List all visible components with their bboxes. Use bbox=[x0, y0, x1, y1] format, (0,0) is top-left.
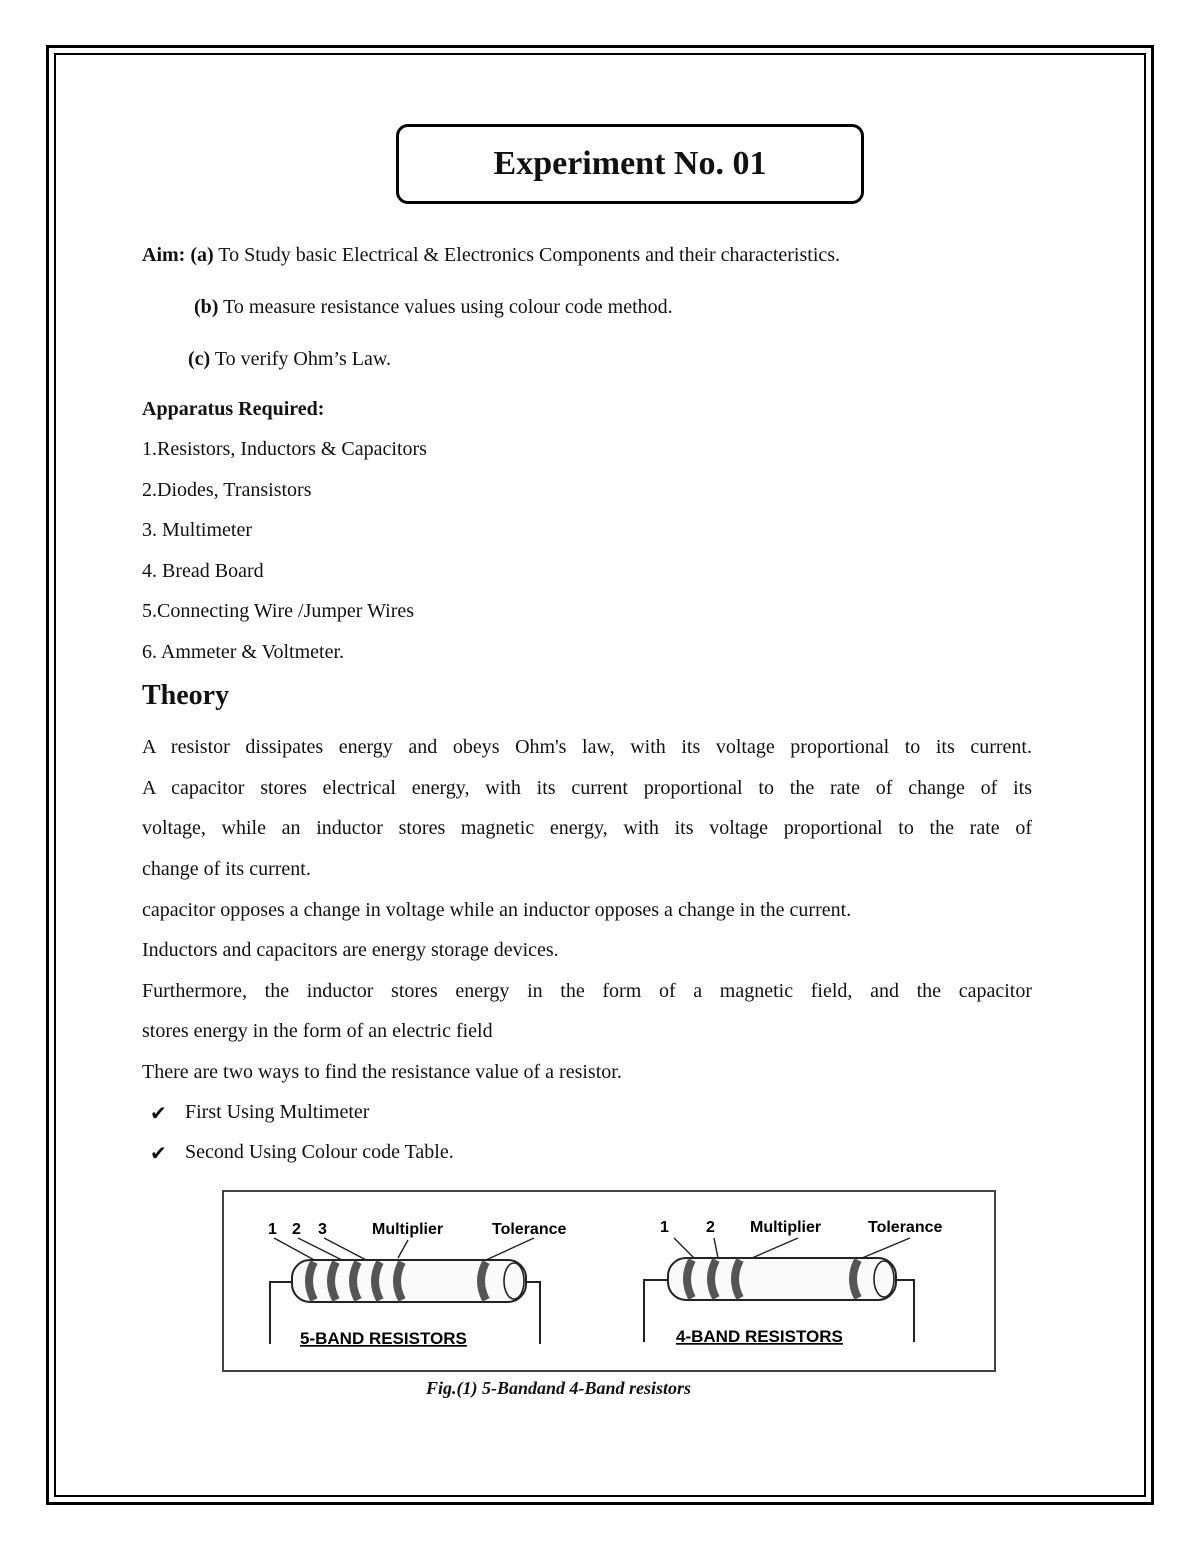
aim-b-label: (b) bbox=[194, 296, 219, 318]
theory-line: Inductors and capacitors are energy storage devices. bbox=[142, 939, 559, 961]
pointer-line bbox=[486, 1238, 534, 1260]
pointer-line bbox=[714, 1238, 718, 1258]
band-number-3: 3 bbox=[318, 1221, 327, 1238]
aim-line-b bbox=[194, 296, 673, 319]
apparatus-item: 4. Bread Board bbox=[142, 560, 264, 582]
band-number-1: 1 bbox=[268, 1221, 277, 1238]
aim-line-a bbox=[142, 244, 840, 267]
aim-b-text: To measure resistance values using colour code method. bbox=[218, 296, 673, 318]
multiplier-label: Multiplier bbox=[750, 1219, 822, 1236]
page-title: Experiment No. 01 bbox=[493, 145, 767, 182]
resistor-diagram bbox=[224, 1192, 998, 1374]
apparatus-item: 1.Resistors, Inductors & Capacitors bbox=[142, 438, 427, 460]
apparatus-item: 3. Multimeter bbox=[142, 519, 252, 541]
aim-a-text: To Study basic Electrical & Electronics Components and their characteristics. bbox=[213, 244, 841, 266]
five-band-resistor bbox=[268, 1221, 567, 1348]
aim-line-c bbox=[188, 348, 391, 371]
apparatus-item: 5.Connecting Wire /Jumper Wires bbox=[142, 600, 415, 622]
pointer-line bbox=[752, 1238, 798, 1258]
resistor-lead-right bbox=[894, 1280, 914, 1342]
theory-line: A resistor dissipates energy and obeys Ohm's law, with its voltage proportional to its current. bbox=[142, 736, 1032, 758]
band-number-2: 2 bbox=[292, 1221, 301, 1238]
pointer-line bbox=[298, 1238, 346, 1262]
resistor-lead-right bbox=[524, 1282, 540, 1344]
aim-c-label: (c) bbox=[188, 348, 211, 370]
tolerance-label: Tolerance bbox=[868, 1219, 943, 1236]
checkmark-icon: ✔ bbox=[150, 1143, 167, 1165]
resistor-lead-left bbox=[270, 1282, 292, 1344]
band-number-1: 1 bbox=[660, 1219, 669, 1236]
theory-line: capacitor opposes a change in voltage while an inductor opposes a change in the current. bbox=[142, 899, 852, 921]
resistor-lead-left bbox=[644, 1280, 668, 1342]
theory-line: voltage, while an inductor stores magnetic energy, with its voltage proportional to the rate of bbox=[142, 817, 1032, 839]
aim-c-text: To verify Ohm’s Law. bbox=[210, 348, 391, 370]
title-box bbox=[396, 124, 864, 204]
check-item: Second Using Colour code Table. bbox=[185, 1141, 454, 1163]
theory-line: There are two ways to find the resistance value of a resistor. bbox=[142, 1061, 622, 1083]
multiplier-label: Multiplier bbox=[372, 1221, 444, 1238]
five-band-label: 5-BAND RESISTORS bbox=[300, 1329, 467, 1348]
pointer-line bbox=[862, 1238, 910, 1258]
theory-line: A capacitor stores electrical energy, with its current proportional to the rate of change of its bbox=[142, 777, 1032, 799]
resistor-figure bbox=[222, 1190, 996, 1372]
check-item: First Using Multimeter bbox=[185, 1101, 370, 1123]
theory-line: stores energy in the form of an electric field bbox=[142, 1020, 493, 1042]
aim-a-label: (a) bbox=[190, 244, 214, 266]
aim-label: Aim: bbox=[142, 244, 186, 266]
four-band-label: 4-BAND RESISTORS bbox=[676, 1327, 843, 1346]
theory-line: Furthermore, the inductor stores energy in the form of a magnetic field, and the capacitor bbox=[142, 980, 1032, 1002]
apparatus-item: 2.Diodes, Transistors bbox=[142, 479, 312, 501]
band-number-2: 2 bbox=[706, 1219, 715, 1236]
four-band-resistor bbox=[644, 1219, 943, 1346]
pointer-line bbox=[398, 1240, 408, 1258]
checkmark-icon: ✔ bbox=[150, 1103, 167, 1125]
resistor-body bbox=[668, 1258, 896, 1300]
figure-caption: Fig.(1) 5-Bandand 4-Band resistors bbox=[426, 1378, 692, 1398]
pointer-line bbox=[674, 1238, 694, 1258]
pointer-line bbox=[324, 1238, 370, 1262]
apparatus-item: 6. Ammeter & Voltmeter. bbox=[142, 641, 345, 663]
theory-heading: Theory bbox=[142, 680, 230, 711]
tolerance-label: Tolerance bbox=[492, 1221, 567, 1238]
pointer-line bbox=[274, 1238, 318, 1262]
theory-line: change of its current. bbox=[142, 858, 311, 880]
apparatus-heading: Apparatus Required: bbox=[142, 398, 325, 420]
